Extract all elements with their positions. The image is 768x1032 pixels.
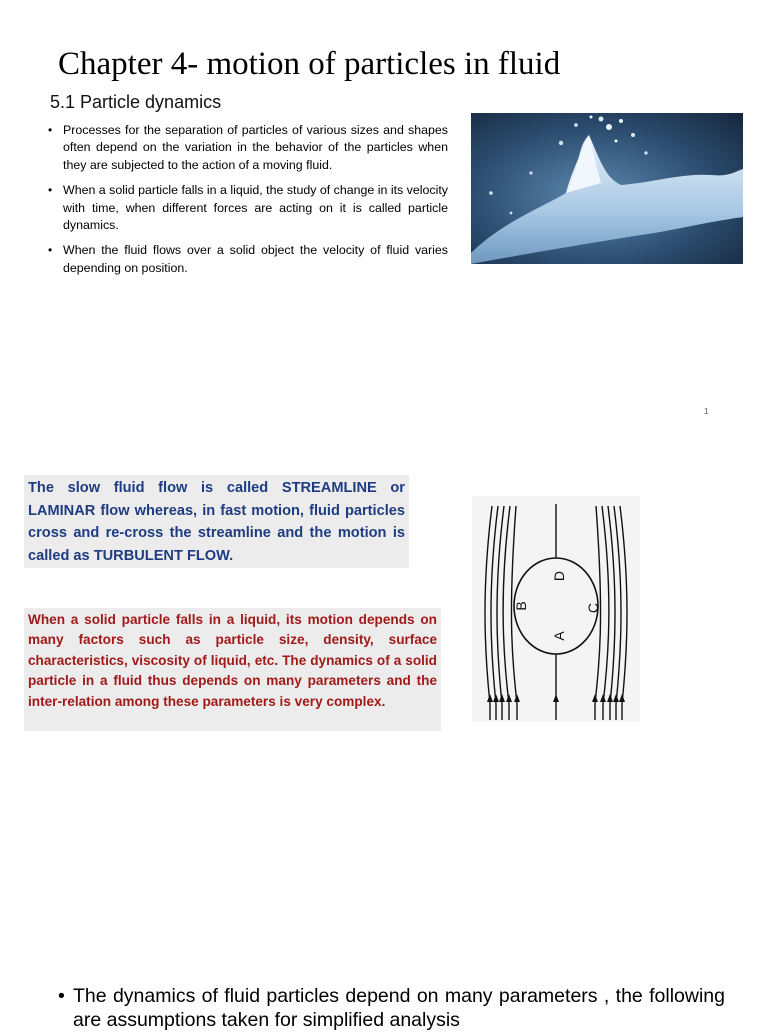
streamline-right-4 xyxy=(602,506,609,704)
arrow-shafts xyxy=(490,704,622,720)
fluid-splash-illustration xyxy=(471,113,743,264)
bullet-item: • When a solid particle falls in a liquid, the study of change in its velocity with time, when different forces are acting on it is called particle dynamics. xyxy=(48,182,448,234)
bottom-bullet: • The dynamics of fluid particles depend on many parameters , the following are assumptions taken for simplified analysis xyxy=(58,984,725,1032)
section-heading: 5.1 Particle dynamics xyxy=(50,92,222,112)
label-a: A xyxy=(551,631,567,641)
label-b: B xyxy=(513,601,529,611)
page-number: 1 xyxy=(704,407,709,416)
bullet-item: • Processes for the separation of particles of various sizes and shapes often depend on the variation in the behavior of the particles when they are subjected to the action of a moving fluid. xyxy=(48,122,448,174)
solid-particle-callout: When a solid particle falls in a liquid, its motion depends on many factors such as particle size, density, surface characteristics, viscosity of liquid, etc. The dynamics of a solid particle in a fluid thus depends on many parameters and the inter-relation among these parameters is very complex. xyxy=(24,608,441,731)
label-d: D xyxy=(551,570,567,582)
streamline-flow-diagram xyxy=(472,496,640,722)
bullet-item: • When the fluid flows over a solid object the velocity of fluid varies depending on position. xyxy=(48,242,448,277)
streamline-left-4 xyxy=(503,506,510,704)
streamline-callout: The slow fluid flow is called STREAMLINE or LAMINAR flow whereas, in fast motion, fluid particles cross and re-cross the streamline and the motion is called as TURBULENT FLOW. xyxy=(24,475,409,568)
bullet-list xyxy=(48,122,448,285)
slide-title: Chapter 4- motion of particles in fluid xyxy=(58,46,561,82)
fluid-splash-image xyxy=(471,113,743,264)
flow-diagram-svg xyxy=(472,496,640,722)
label-c: C xyxy=(585,602,601,614)
